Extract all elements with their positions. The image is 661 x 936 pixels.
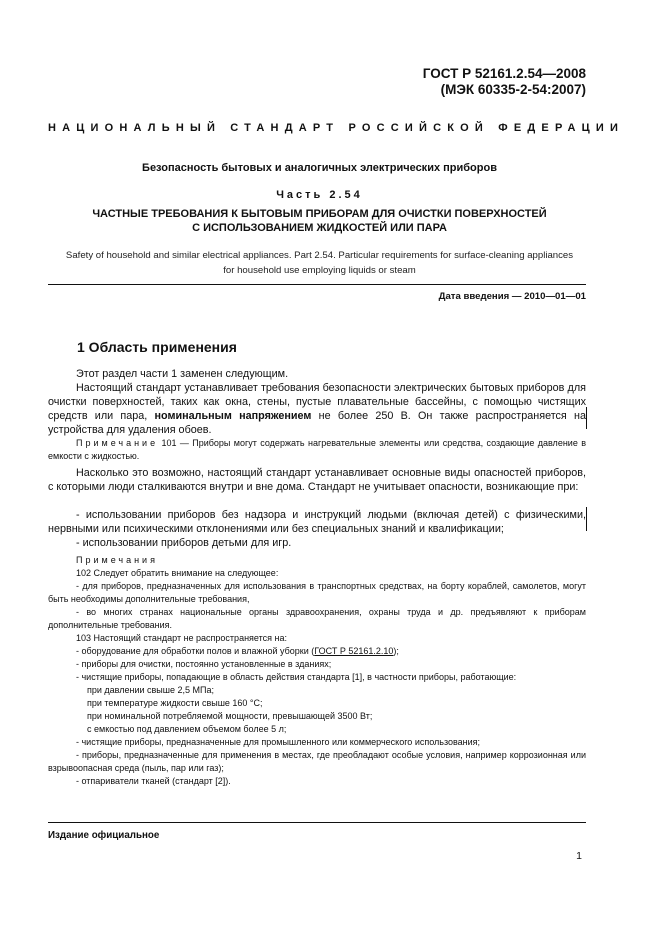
standard-code: ГОСТ Р 52161.2.54—2008 — [422, 66, 586, 81]
section-heading: 1 Область применения — [77, 339, 237, 355]
national-standard-banner: НАЦИОНАЛЬНЫЙ СТАНДАРТ РОССИЙСКОЙ ФЕДЕРАЦИИ — [48, 122, 625, 134]
notes-label: Примечания — [76, 555, 158, 565]
subtitle-line-2: С ИСПОЛЬЗОВАНИЕМ ЖИДКОСТЕЙ ИЛИ ПАРА — [192, 222, 447, 234]
note-item: - оборудование для обработки полов и влажной уборки (ГОСТ Р 52161.2.10); — [76, 646, 399, 656]
note-item: - чистящие приборы, предназначенные для промышленного или коммерческого использования; — [76, 737, 481, 747]
change-bar — [586, 407, 587, 429]
note-item: - отпариватели тканей (стандарт [2]). — [76, 776, 231, 786]
introduction-date: Дата введения — 2010—01—01 — [438, 291, 586, 302]
standard-link[interactable]: ГОСТ Р 52161.2.10 — [314, 646, 394, 656]
note-item: - для приборов, предназначенных для использования в транспортных средствах, на борту кораблей, самолетов, могут быть необходимы дополнительные требования, — [48, 581, 586, 605]
paragraph: Этот раздел части 1 заменен следующим. — [76, 368, 289, 380]
note-101: Примечание 101 — Приборы могут содержать нагревательные элементы или средства, создающие давление в емкости с жидкостью. — [48, 438, 586, 462]
term-rated-voltage: номинальным напряжением — [154, 410, 312, 422]
note-103: 103 Настоящий стандарт не распространяется на: — [76, 633, 287, 643]
note-item: - приборы для очистки, постоянно установленные в зданиях; — [76, 659, 332, 669]
official-edition-label: Издание официальное — [48, 830, 160, 841]
sub-item: при давлении свыше 2,5 МПа; — [87, 685, 214, 695]
sub-item: с емкостью под давлением объемом более 5 л; — [87, 724, 287, 734]
page-number: 1 — [576, 850, 582, 862]
list-item: - использовании приборов без надзора и инструкций людьми (включая детей) с физическими, нервными или психическими отклонениями или без специальных знаний и квалификации; — [48, 509, 586, 535]
change-bar — [586, 507, 587, 531]
iec-code: (МЭК 60335-2-54:2007) — [440, 82, 586, 97]
note-102: 102 Следует обратить внимание на следующее: — [76, 568, 279, 578]
list-item: - использовании приборов детьми для игр. — [76, 537, 292, 549]
sub-item: при температуре жидкости свыше 160 °С; — [87, 698, 263, 708]
note-item: - чистящие приборы, попадающие в область действия стандарта [1], в частности приборы, работающие: — [76, 672, 517, 682]
english-title-line-1: Safety of household and similar electrical appliances. Part 2.54. Particular requirements for surface-cleaning appliances — [65, 250, 574, 261]
english-title-line-2: for household use employing liquids or steam — [223, 265, 416, 276]
document-title: Безопасность бытовых и аналогичных электрических приборов — [142, 162, 497, 174]
scope-paragraph: Настоящий стандарт устанавливает требования безопасности электрических бытовых приборов для очистки поверхностей, таких как окна, стены, пустые плавательные бассейны, с помощью чистящих средств или пара, номинальным напряжением не более 250 В. Он также распространяется на устройства для удаления обоев. — [48, 382, 586, 436]
note-item: - во многих странах национальные органы здравоохранения, охраны труда и др. предъявляют к приборам дополнительные требования. — [48, 607, 586, 631]
divider — [48, 284, 586, 285]
sub-item: при номинальной потребляемой мощности, превышающей 3500 Вт; — [87, 711, 373, 721]
paragraph: Насколько это возможно, настоящий стандарт устанавливает основные виды опасностей приборов, с которыми люди сталкиваются внутри и вне дома. Стандарт не учитывает опасности, возникающие при: — [48, 467, 586, 493]
subtitle-line-1: ЧАСТНЫЕ ТРЕБОВАНИЯ К БЫТОВЫМ ПРИБОРАМ ДЛЯ ОЧИСТКИ ПОВЕРХНОСТЕЙ — [92, 208, 547, 220]
footer-divider — [48, 822, 586, 823]
note-item: - приборы, предназначенные для применения в местах, где преобладают особые условия, например коррозионная или взрывоопасная среда (пыль, пар или газ); — [48, 750, 586, 774]
part-number: Часть 2.54 — [276, 189, 363, 201]
